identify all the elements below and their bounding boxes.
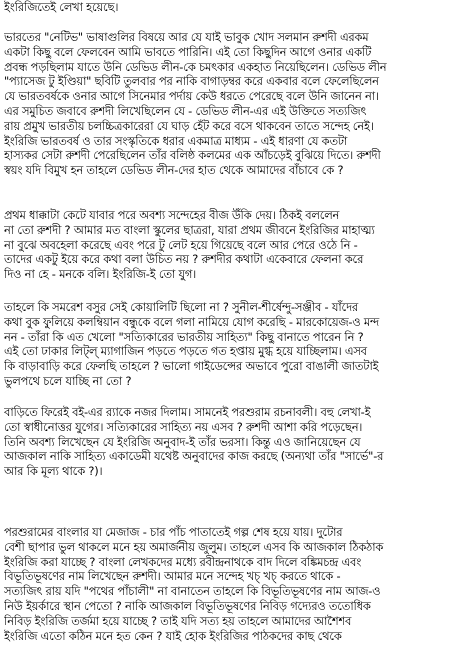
text-line: এর সমুচিত জবাবে রুশদী লিখেছিলেন যে - ডেভিড লীন-এর এই উক্তিতে সত্যজিৎ: [4, 103, 367, 118]
text-line: ইংরিজি ভারতবর্ষ ও তার সংস্কৃতিকে ধরার একমাত্র মাধ্যম - এই ধারণা যে কতটা: [4, 133, 348, 148]
text-line: বাড়িতে ফিরেই বই-এর র‍্যাকে নজর দিলাম। সামনেই পরশুরাম রচনাবলী। বহু লেখা-ই: [4, 405, 371, 419]
text-line: রায় প্রমুখ ভারতীয় চলচ্চিত্রকারেরা যে ঘাড় হেঁট করে বসে থাকবেন তাতে সন্দেহ নেই।: [4, 118, 374, 133]
paragraph-3: [4, 208, 452, 282]
text-line: আজকাল নাকি সাহিত্য একাডেমী যথেষ্ট অনুবাদের কাজ করছে (অন্যথা তাঁর "সার্ভে"-র: [4, 449, 384, 464]
text-line: নিউ ইয়র্কারে স্থান পেতো ? নাকি আজকাল বিভূতিভূষণের নিবিড় গদ্যেরও ততোধিক: [4, 598, 371, 613]
text-line: তিনি অবশ্য লিখেছেন যে ইংরিজি অনুবাদ-ই তাঁর ভরসা। কিন্তু এও জানিয়েছেন যে: [4, 434, 361, 449]
text-line: ইংরিজি এতো কঠিন মনে হত কেন ? যাই হোক ইংরিজির পাঠকদের কাছ থেকে: [4, 628, 342, 643]
text-line: ভারতের "নেটিভ" ভাষাগুলির বিষয়ে আর যে যাই ভাবুক খোদ সলমান রুশদী এরকম: [4, 30, 369, 44]
text-line: পরশুরামের বাংলার যা মেজাজ - চার পাঁচ পাতাতেই গল্প শেষ হয়ে যায়। দুটোর: [4, 525, 343, 539]
text-line: একটা কিছু বলে ফেলবেন আমি ভাবতে পারিনি। এই তো কিছুদিন আগে ওনার একটি: [4, 44, 372, 59]
paragraph-1: [4, 0, 452, 15]
text-line: ভুলপথে চলে যাচ্ছি না তো ?: [4, 373, 132, 388]
text-line: প্রথম ধাক্কাটা কেটে যাবার পরে অবশ্য সন্দেহের বীজ উঁকি দেয়। ঠিকই বললেন: [4, 208, 340, 222]
text-line: তো স্বাধীনোত্তর যুগের। সত্যিকারের সাহিত্য নয় এসব ? রুশদী আশা করি পড়েছেন।: [4, 419, 363, 434]
text-line: আর কি মূল্য থাকে ?)।: [4, 464, 103, 479]
text-line: বিভূতিভূষণের নাম লিখেছেন রুশদী। আমার মনে সন্দেহ খচ্‌ খচ্‌ করতে থাকে -: [4, 569, 341, 584]
text-line: নন - তাঁরা কি এত খেলো "সত্যিকারের ভারতীয় সাহিত্য" কিছু বানাতে পারেন নি ?: [4, 329, 364, 344]
text-line: না বুঝে অবহেলা করেছে এবং পরে টু লেট হয়ে গিয়েছে বলে আর পেরে ওঠে নি -: [4, 237, 358, 252]
paragraph-5: [4, 405, 452, 479]
text-line: না তো রুশদী ? আমার মত বাংলা স্কুলের ছাত্ররা, যারা প্রথম জীবনে ইংরিজির মাহাত্ম্য: [4, 222, 375, 237]
text-line: কি বাড়াবাড়ি করে ফেলছি তাহলে ? ভালো গাইডেন্সের অভাবে পুরো বাঙালী জাতটাই: [4, 359, 379, 374]
paragraph-2: [4, 30, 452, 178]
paragraph-4: [4, 300, 452, 389]
text-line: তাদের একটু ইয়ে করে কথা বলা উচিত নয় ? রুশদীর কথাটা একেবারে ফেলনা করে: [4, 252, 364, 267]
text-line: তাহলে কি সমরেশ বসুর সেই কোয়ালিটি ছিলো না ? সুনীল-শীর্ষেন্দু-সঞ্জীব - যাঁদের: [4, 300, 358, 314]
text-line: ইংরিজিতেই লেখা হয়েছে।: [4, 0, 119, 14]
text-line: সত্যজিৎ রায় যদি "পথের পাঁচালী" না বানাতেন তাহলে কি বিভূতিভূষণের নাম আজ-ও: [4, 584, 381, 599]
text-line: যে ভারতবর্ষকে ওনার আগে সিনেমার পর্দায় কেউ ধরতে পেরেছে বলে উনি জানেন না।: [4, 89, 379, 104]
text-line: "প্যাসেজ টু ইণ্ডিয়া" ছবিটি তুলবার পর নাকি বাগাড়ম্বর করে একবার বলে ফেলেছিলেন: [4, 74, 379, 89]
text-line: প্রবন্ধ পড়ছিলাম যাতে উনি ডেভিড লীন-কে চমৎকার একহাত নিয়েছিলেন। ডেভিড লীন: [4, 59, 387, 74]
text-line: স্বয়ং যদি বিমুখ হন তাহলে ডেভিড লীন-দের হাত থেকে আমাদের বাঁচাবে কে ?: [4, 163, 344, 178]
text-line: ইংরিজি করা যাচ্ছে ? বাংলা লেখকদের মধ্যে রবীন্দ্রনাথকে বাদ দিলে বঙ্কিমচন্দ্র এবং: [4, 554, 362, 569]
text-line: এই তো ঢাকার লিট্‌ল্‌ ম্যাগাজিন পড়তে পড়তে গত হপ্তায় মুগ্ধ হয়ে যাচ্ছিলাম। এসব: [4, 344, 367, 359]
paragraph-6: [4, 525, 452, 643]
text-line: নিবিড় ইংরিজি তর্জমা হয়ে যাচ্ছে ? তাই যদি সত্য হয় তাহলে আমাদের আশৈশব: [4, 613, 352, 628]
text-line: দিও না হে - মনকে বলি। ইংরিজি-ই তো যুগ।: [4, 267, 197, 282]
text-line: কথা বুক ফুলিয়ে কলম্বিয়ান বন্ধুকে বলে গলা নামিয়ে যোগ করেছি - মারকোয়েজ-ও মন্দ: [4, 314, 379, 329]
text-line: বেশী ছাপার ভুল থাকলে মনে হয় অমার্জনীয় জুলুম। তাহলে এসব কি আজকাল ঠিকঠাক: [4, 539, 384, 554]
text-line: হাস্যকর সেটা রুশদী পেরেছিলেন তাঁর বলিষ্ঠ কলমের এক আঁচড়েই বুঝিয়ে দিতে। রুশদী: [4, 148, 381, 163]
